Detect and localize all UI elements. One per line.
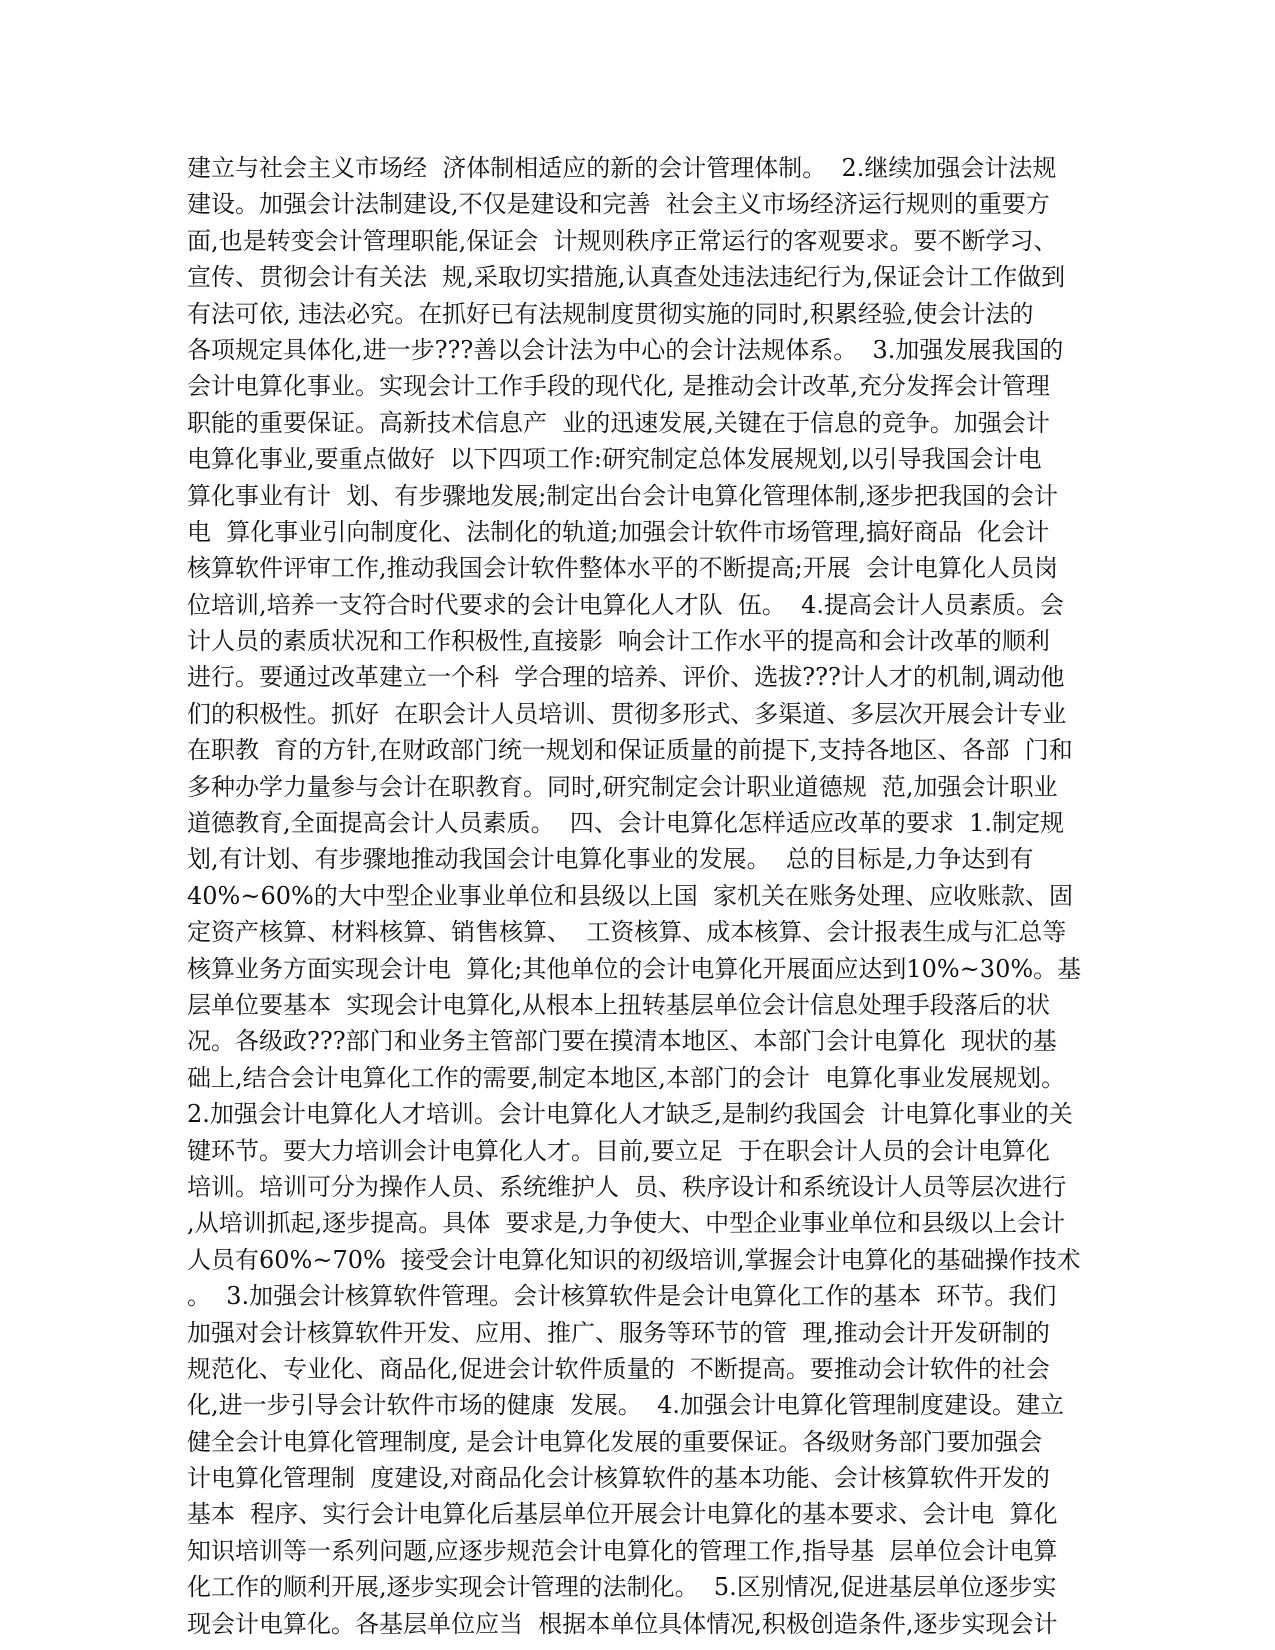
text-line: 各项规定具体化,进一步???善以会计法为中心的会计法规体系。 3.加强发展我国的 (187, 335, 1064, 364)
text-line: 40%~60%的大中型企业事业单位和县级以上国 家机关在账务处理、应收账款、固 (187, 881, 1074, 910)
body-text (187, 150, 1087, 1642)
text-line: 算化事业有计 划、有步骤地发展;制定出台会计电算化管理体制,逐步把我国的会计 (187, 481, 1058, 510)
text-line: 职能的重要保证。高新技术信息产 业的迅速发展,关键在于信息的竞争。加强会计 (187, 408, 1050, 437)
text-line: 在职教 育的方针,在财政部门统一规划和保证质量的前提下,支持各地区、各部 门和 (187, 736, 1073, 765)
text-line: 培训。培训可分为操作人员、系统维护人 员、秩序设计和系统设计人员等层次进行 (187, 1172, 1067, 1201)
text-line: 道德教育,全面提高会计人员素质。 四、会计电算化怎样适应改革的要求 1.制定规 (187, 809, 1065, 838)
text-line: 建设。加强会计法制建设,不仅是建设和完善 社会主义市场经济运行规则的重要方 (187, 190, 1050, 219)
text-line: 划,有计划、有步骤地推动我国会计电算化事业的发展。 总的目标是,力争达到有 (187, 845, 1034, 874)
text-line: 进行。要通过改革建立一个科 学合理的培养、评价、选拔???计人才的机制,调动他 (187, 663, 1065, 692)
text-line: 核算软件评审工作,推动我国会计软件整体水平的不断提高;开展 会计电算化人员岗 (187, 554, 1058, 583)
text-line: 基本 程序、实行会计电算化后基层单位开展会计电算化的基本要求、会计电 算化 (187, 1500, 1058, 1529)
text-line: 人员有60%~70% 接受会计电算化知识的初级培训,掌握会计电算化的基础操作技术 (187, 1245, 1081, 1274)
text-line: 电算化事业,要重点做好 以下四项工作:研究制定总体发展规划,以引导我国会计电 (187, 445, 1042, 474)
text-line: 层单位要基本 实现会计电算化,从根本上扭转基层单位会计信息处理手段落后的状 (187, 990, 1050, 1019)
text-line: 。 3.加强会计核算软件管理。会计核算软件是会计电算化工作的基本 环节。我们 (187, 1282, 1057, 1311)
text-line: 计电算化管理制 度建设,对商品化会计核算软件的基本功能、会计核算软件开发的 (187, 1464, 1050, 1493)
text-line: 核算业务方面实现会计电 算化;其他单位的会计电算化开展面应达到10%~30%。基 (187, 954, 1082, 983)
text-line: 计人员的素质状况和工作积极性,直接影 响会计工作水平的提高和会计改革的顺利 (187, 627, 1050, 656)
text-line: 建立与社会主义市场经 济体制相适应的新的会计管理体制。 2.继续加强会计法规 (187, 154, 1057, 182)
text-line: 宣传、贯彻会计有关法 规,采取切实措施,认真查处违法违纪行为,保证会计工作做到 (187, 263, 1066, 292)
text-line: 化,进一步引导会计软件市场的健康 发展。 4.加强会计电算化管理制度建设。建立 (187, 1391, 1065, 1420)
text-line: 现会计电算化。各基层单位应当 根据本单位具体情况,积极创造条件,逐步实现会计 (187, 1609, 1058, 1638)
text-line: 键环节。要大力培训会计电算化人才。目前,要立足 于在职会计人员的会计电算化 (187, 1136, 1050, 1165)
text-line: 有法可依, 违法必究。在抓好已有法规制度贯彻实施的同时,积累经验,使会计法的 (187, 299, 1034, 328)
text-line: 况。各级政???部门和业务主管部门要在摸清本地区、本部门会计电算化 现状的基 (187, 1027, 1057, 1056)
text-line: 电 算化事业引向制度化、法制化的轨道;加强会计软件市场管理,搞好商品 化会计 (187, 517, 1050, 546)
text-line: 多种办学力量参与会计在职教育。同时,研究制定会计职业道德规 范,加强会计职业 (187, 772, 1058, 801)
text-line: 化工作的顺利开展,逐步实现会计管理的法制化。 5.区别情况,促进基层单位逐步实 (187, 1573, 1057, 1602)
text-line: 加强对会计核算软件开发、应用、推广、服务等环节的管 理,推动会计开发研制的 (187, 1318, 1050, 1347)
text-line: 定资产核算、材料核算、销售核算、 工资核算、成本核算、会计报表生成与汇总等 (187, 918, 1067, 947)
text-line: 们的积极性。抓好 在职会计人员培训、贯彻多形式、多渠道、多层次开展会计专业 (187, 699, 1067, 728)
text-line: 面,也是转变会计管理职能,保证会 计规则秩序正常运行的客观要求。要不断学习、 (187, 226, 1058, 255)
text-line: 2.加强会计电算化人才培训。会计电算化人才缺乏,是制约我国会 计电算化事业的关 (187, 1100, 1073, 1129)
text-line: 知识培训等一系列问题,应逐步规范会计电算化的管理工作,指导基 层单位会计电算 (187, 1536, 1058, 1565)
text-line: 础上,结合会计电算化工作的需要,制定本地区,本部门的会计 电算化事业发展规划。 (187, 1063, 1066, 1092)
text-line: 位培训,培养一支符合时代要求的会计电算化人才队 伍。 4.提高会计人员素质。会 (187, 590, 1065, 619)
text-line: ,从培训抓起,逐步提高。具体 要求是,力争使大、中型企业事业单位和县级以上会计 (187, 1209, 1066, 1238)
text-line: 规范化、专业化、商品化,促进会计软件质量的 不断提高。要推动会计软件的社会 (187, 1354, 1050, 1383)
text-line: 健全会计电算化管理制度, 是会计电算化发展的重要保证。各级财务部门要加强会 (187, 1427, 1043, 1456)
text-line: 会计电算化事业。实现会计工作手段的现代化, 是推动会计改革,充分发挥会计管理 (187, 372, 1050, 401)
